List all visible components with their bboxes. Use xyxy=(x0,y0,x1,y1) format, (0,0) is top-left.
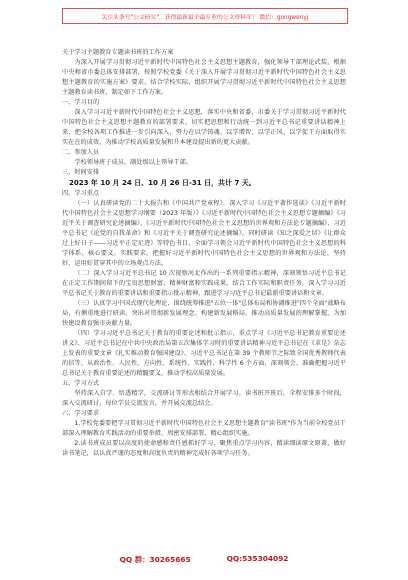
section-heading-focus: 四、学习重点 xyxy=(62,190,100,197)
intro-paragraph: 为深入开展学习贯彻习近平新时代中国特色社会主义思想主题教育，强化领导干部理论武装，根据中央和省市委总体安排部署，按照学校党委《关于深入开展学习贯彻习近平新时代中国特色社会主义思想主题教育的实施方案》要求，结合学校实际，组织开展学习贯彻习近平新时代中国特色社会主义思想主题教育读书班，制定如下工作方案。 xyxy=(62,59,346,96)
focus-paragraph-3: （三）认真学习中国式现代化理论，围绕统筹推进"五位一体"总体布局和协调推进"四个全面"战略布局，有侧重地进行研读，突出对贯彻新发展理念、构建新发展格局、推动高质量发展的理解掌握，为加快建设教育强市贡献力量。 xyxy=(62,300,346,327)
focus-paragraph-2: （二）深入学习习近平总书记 10 次视察河北作出的一系列重要指示精神，深刻领悟习近平总书记在正定工作期间留下的宝贵思想财富、精神财富和实践成果，结合工作实际和职责任务，深入学习习近平总书记关于教育的重要讲话和重要指示批示精神，跟进学习习近平总书记最新重要讲话和文章。 xyxy=(62,270,346,297)
document-body xyxy=(62,48,346,542)
qq-group-text: QQ 群：30265665 xyxy=(119,555,191,564)
section-heading-purpose: 一、学习目的 xyxy=(62,99,100,106)
section-heading-requirements: 六、学习要求 xyxy=(62,410,100,417)
focus-paragraph-1: （一）认真研读党的二十大报告和《中国共产党章程》，深入学习《习近平著作选读》《习近平新时代中国特色社会主义思想学习纲要（2023 年版）》《习近平新时代中国特色社会主义思想专题摘编》《习近平关于调查研究论述摘编》、《习近平新时代中国特色社会主义思想的世界观和方法论专题摘编》、习近平总书记《论党的自我革命》和《习近平关于调查研究论述摘编》，同时研读《知之深爱之切》《让群众过上好日子——习近平正定足迹》等特色书目，全面学习领会习近平新时代中国特色社会主义思想的科学体系、核心要义、实践要求，把握好习近平新时代中国特色社会主义思想的世界观和方法论，坚持好、运用好贯穿其中的立场观点方法。 xyxy=(62,200,346,267)
promo-banner xyxy=(62,8,348,24)
schedule-dates: 2023 年 10 月 24 日、10 月 26 日-31 日，共计 7 天。 xyxy=(69,179,256,187)
participants-paragraph: 学校领导班子成员、副处级以上领导干部。 xyxy=(74,159,192,166)
promo-banner-text: 关注头条号"公文研究"，获得最新最全最专业的公文资料库！ 微信：gongwenyj xyxy=(101,14,309,21)
section-heading-participants: 二、参加人员 xyxy=(62,149,100,156)
requirement-paragraph-2: 2.读书班成员要以高度的使命感和责任感抓好学习，聚焦重点学习内容，精读细读原文原著，做好读书笔记，以认真严谨的态度和高度负责的精神完成好各项学习任务。 xyxy=(62,440,346,457)
purpose-paragraph: 深入学习习近平新时代中国特色社会主义思想，落实中央和省委，市委关于学习贯彻习近平新时代中国特色社会主义思想主题教育的部署要求，切实把思想和行动统一到习近平总书记重要讲话精神上来，把全校各项工作推进一步引向深入，努力在以学铸魂、以学增智、以学正风、以学促干方面取得实实在在的成效，为推动学校高质量发展和升本建设提出新的更大贡献。 xyxy=(62,109,346,146)
document-title: 关于学习主题教育专题读书班的工作方案 xyxy=(62,49,174,56)
qq-contact-text: QQ:535304092 xyxy=(226,554,289,563)
method-paragraph: 坚持深入自学、悟透精学，交流研讨等形式相结合开展学习。读书班开班后，全程安排多个时段，深入交流研讨，每位学员交流发言，并开展交流总结会。 xyxy=(62,390,346,407)
requirement-paragraph-1: 1.学校党委要把学习贯彻习近平新时代中国特色社会主义思想主题教育"读书班"作为当前全校党员干部深入理解教育实践活动的重要举措，周密安排部署，精心组织实施。 xyxy=(62,420,346,437)
focus-paragraph-4: （四）学习习近平总书记关于教育的重要论述和批示指示，重点学习《习近平总书记教育重要论述讲义》、习近平总书记在中共中央政治局第五次集体学习时的重要讲话精神习近平总书记在《求是》杂志上发表的重要文章《扎实推动教育强国建设》、习近平总书记在第 39 个教师节之际致全国优秀教师代表的信等，从政治性、人民性、方向性、系统性、实践性、科学性 6 个方面，深刻领会、准确把握习近平总书记关于教育重要论述的精髓要义，推动学校高质量发展。 xyxy=(62,330,346,377)
contact-footer xyxy=(0,554,408,568)
section-heading-method: 五、学习方式 xyxy=(62,380,100,387)
section-heading-schedule: 三、时间安排 xyxy=(62,169,100,176)
